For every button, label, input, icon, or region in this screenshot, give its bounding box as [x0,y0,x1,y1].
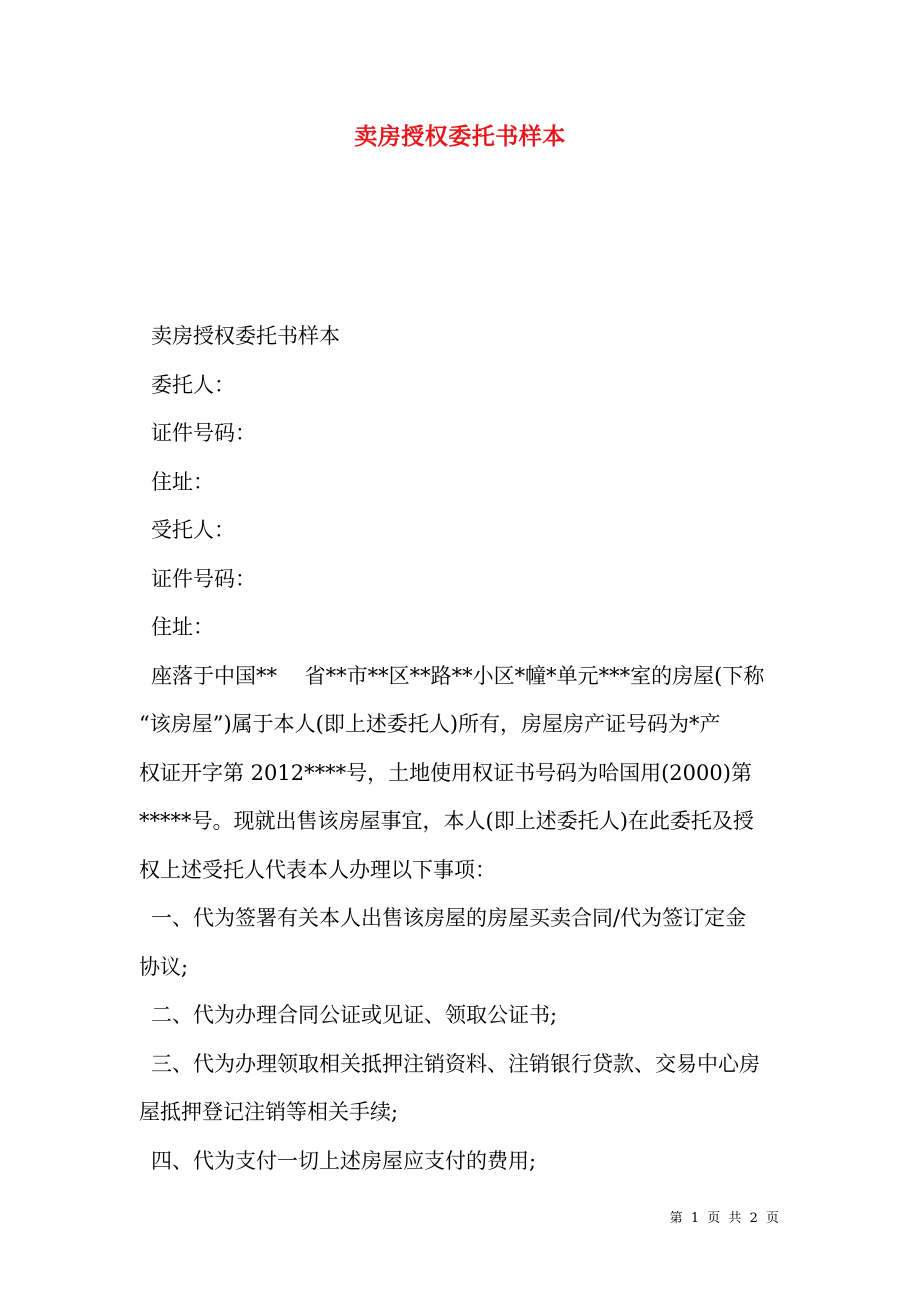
page-footer [668,1207,781,1226]
footer-total-prefix: 共 [728,1211,742,1226]
field-principal-address: 住址： [151,469,214,494]
field-agent-address: 住址： [151,615,214,639]
footer-total-pages: 2 [749,1211,758,1226]
paragraph-line: 权证开字第 2012****号，土地使用权证书号码为哈国用(2000)第 [139,760,752,785]
paragraph-line: 权上述受托人代表本人办理以下事项： [139,857,496,882]
field-agent-id-number: 证件号码： [151,566,256,591]
paragraph-line: *****号。现就出售该房屋事宜，本人(即上述委托人)在此委托及授 [139,809,754,833]
field-principal-id-number: 证件号码： [151,421,256,445]
item-1-line-1: 一、代为签署有关本人出售该房屋的房屋买卖合同/代为签订定金 [151,906,747,930]
item-4-line-1: 四、代为支付一切上述房屋应支付的费用; [151,1148,537,1173]
field-agent: 受托人： [151,518,235,542]
footer-current-page: 1 [690,1211,700,1226]
footer-page-word: 页 [707,1211,721,1226]
field-principal: 委托人： [151,372,235,397]
footer-page-prefix: 第 [669,1211,683,1226]
item-3-line-2: 屋抵押登记注销等相关手续; [139,1100,399,1124]
heading-line: 卖房授权委托书样本 [151,324,340,348]
paragraph-line: 座落于中国** 省**市**区**路**小区*幢*单元***室的房屋(下称 [151,663,765,688]
footer-total-suffix: 页 [765,1211,779,1226]
document-title: 卖房授权委托书样本 [354,124,566,150]
item-2-line-1: 二、代为办理合同公证或见证、领取公证书; [151,1003,558,1027]
item-1-line-2: 协议; [139,954,189,979]
paragraph-line: “该房屋”)属于本人(即上述委托人)所有，房屋房产证号码为*产 [139,712,721,736]
item-3-line-1: 三、代为办理领取相关抵押注销资料、注销银行贷款、交易中心房 [151,1051,760,1076]
document-body [139,312,789,1185]
